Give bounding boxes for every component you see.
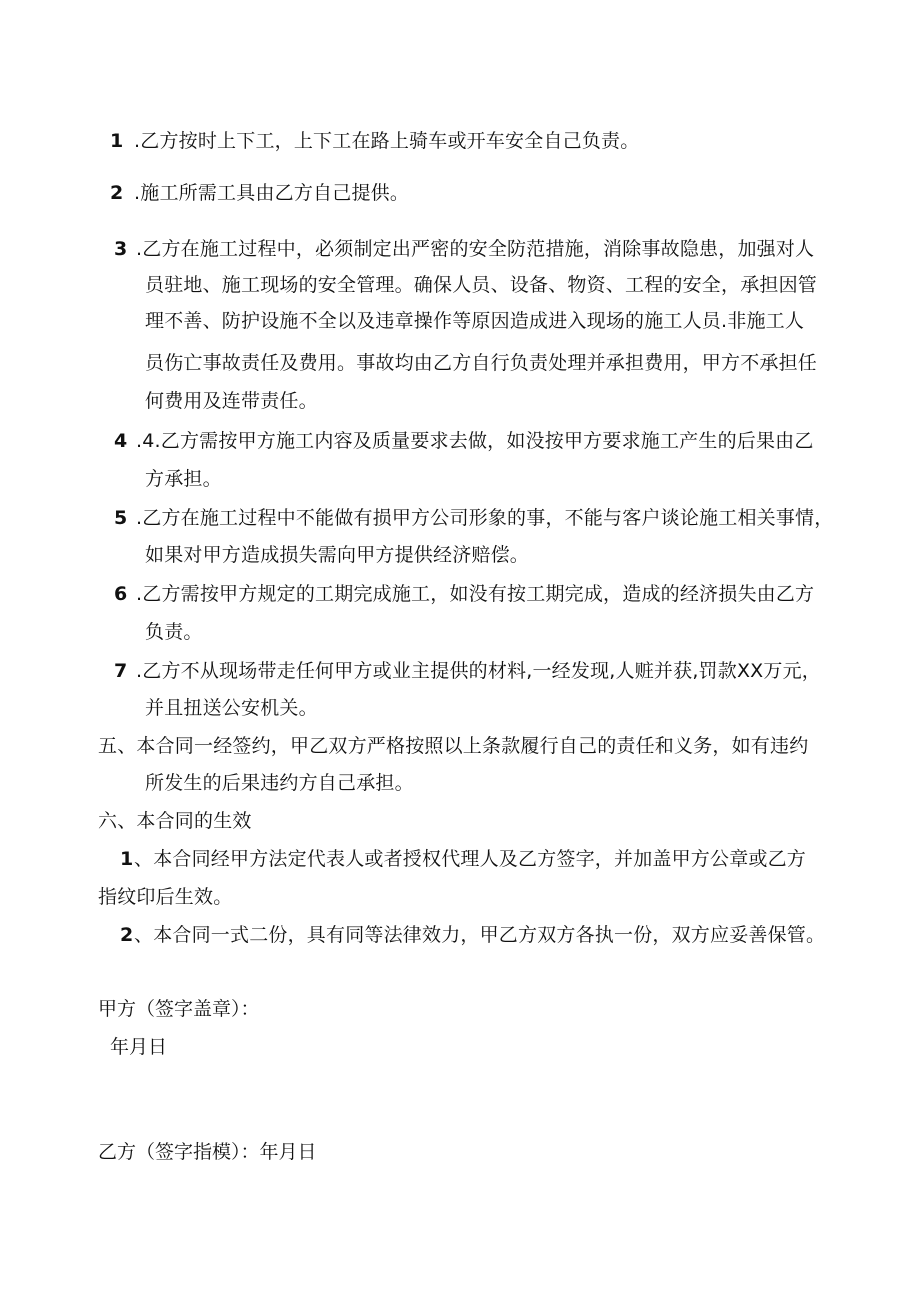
item-line: 方承担。 [145, 468, 222, 490]
clause-number: 2 [120, 924, 134, 946]
item-line: 负责。 [145, 621, 203, 643]
item-number: 5 [114, 507, 128, 529]
item-line: 何费用及连带责任。 [145, 390, 318, 412]
section-five-line: 五、本合同一经签约，甲乙双方严格按照以上条款履行自己的责任和义务，如有违约 [98, 735, 809, 757]
item-number: 4 [114, 430, 128, 452]
section-six-title: 六、本合同的生效 [98, 810, 252, 832]
item-line: .施工所需工具由乙方自己提供。 [134, 182, 410, 204]
item-line: 员伤亡事故责任及费用。事故均由乙方自行负责处理并承担费用，甲方不承担任 [145, 352, 818, 374]
item-line: .乙方在施工过程中，必须制定出严密的安全防范措施，消除事故隐患，加强对人 [136, 238, 815, 260]
clause-line: 指纹印后生效。 [98, 886, 233, 908]
item-number: 6 [114, 583, 128, 605]
item-line: .乙方按时上下工，上下工在路上骑车或开车安全自己负责。 [134, 130, 640, 152]
item-line: 理不善、防护设施不全以及违章操作等原因造成进入现场的施工人员.非施工人 [145, 310, 805, 332]
item-line: 如果对甲方造成损失需向甲方提供经济赔偿。 [145, 544, 530, 566]
party-b-signature-label: 乙方（签字指模）：年月日 [98, 1141, 317, 1163]
item-number: 7 [114, 660, 128, 682]
item-line: 员驻地、施工现场的安全管理。确保人员、设备、物资、工程的安全，承担因管 [145, 274, 818, 296]
item-number: 3 [114, 238, 128, 260]
item-line: .4.乙方需按甲方施工内容及质量要求去做，如没按甲方要求施工产生的后果由乙 [136, 430, 814, 452]
item-line: .乙方需按甲方规定的工期完成施工，如没有按工期完成，造成的经济损失由乙方 [136, 583, 815, 605]
item-line: .乙方不从现场带走任何甲方或业主提供的材料,一经发现,人赃并获,罚款XX万元， [136, 660, 821, 682]
item-number: 1 [110, 130, 124, 152]
clause-line: 、本合同经甲方法定代表人或者授权代理人及乙方签字，并加盖甲方公章或乙方 [134, 848, 807, 870]
item-line: .乙方在施工过程中不能做有损甲方公司形象的事，不能与客户谈论施工相关事情， [136, 507, 834, 529]
item-line: 并且扭送公安机关。 [145, 697, 318, 719]
party-a-signature-label: 甲方（签字盖章）： [98, 998, 260, 1020]
party-a-date-label: 年月日 [110, 1036, 168, 1058]
clause-number: 1 [120, 848, 134, 870]
item-number: 2 [110, 182, 124, 204]
clause-line: 、本合同一式二份，具有同等法律效力，甲乙方双方各执一份，双方应妥善保管。 [134, 924, 826, 946]
section-five-line: 所发生的后果违约方自己承担。 [145, 772, 414, 794]
